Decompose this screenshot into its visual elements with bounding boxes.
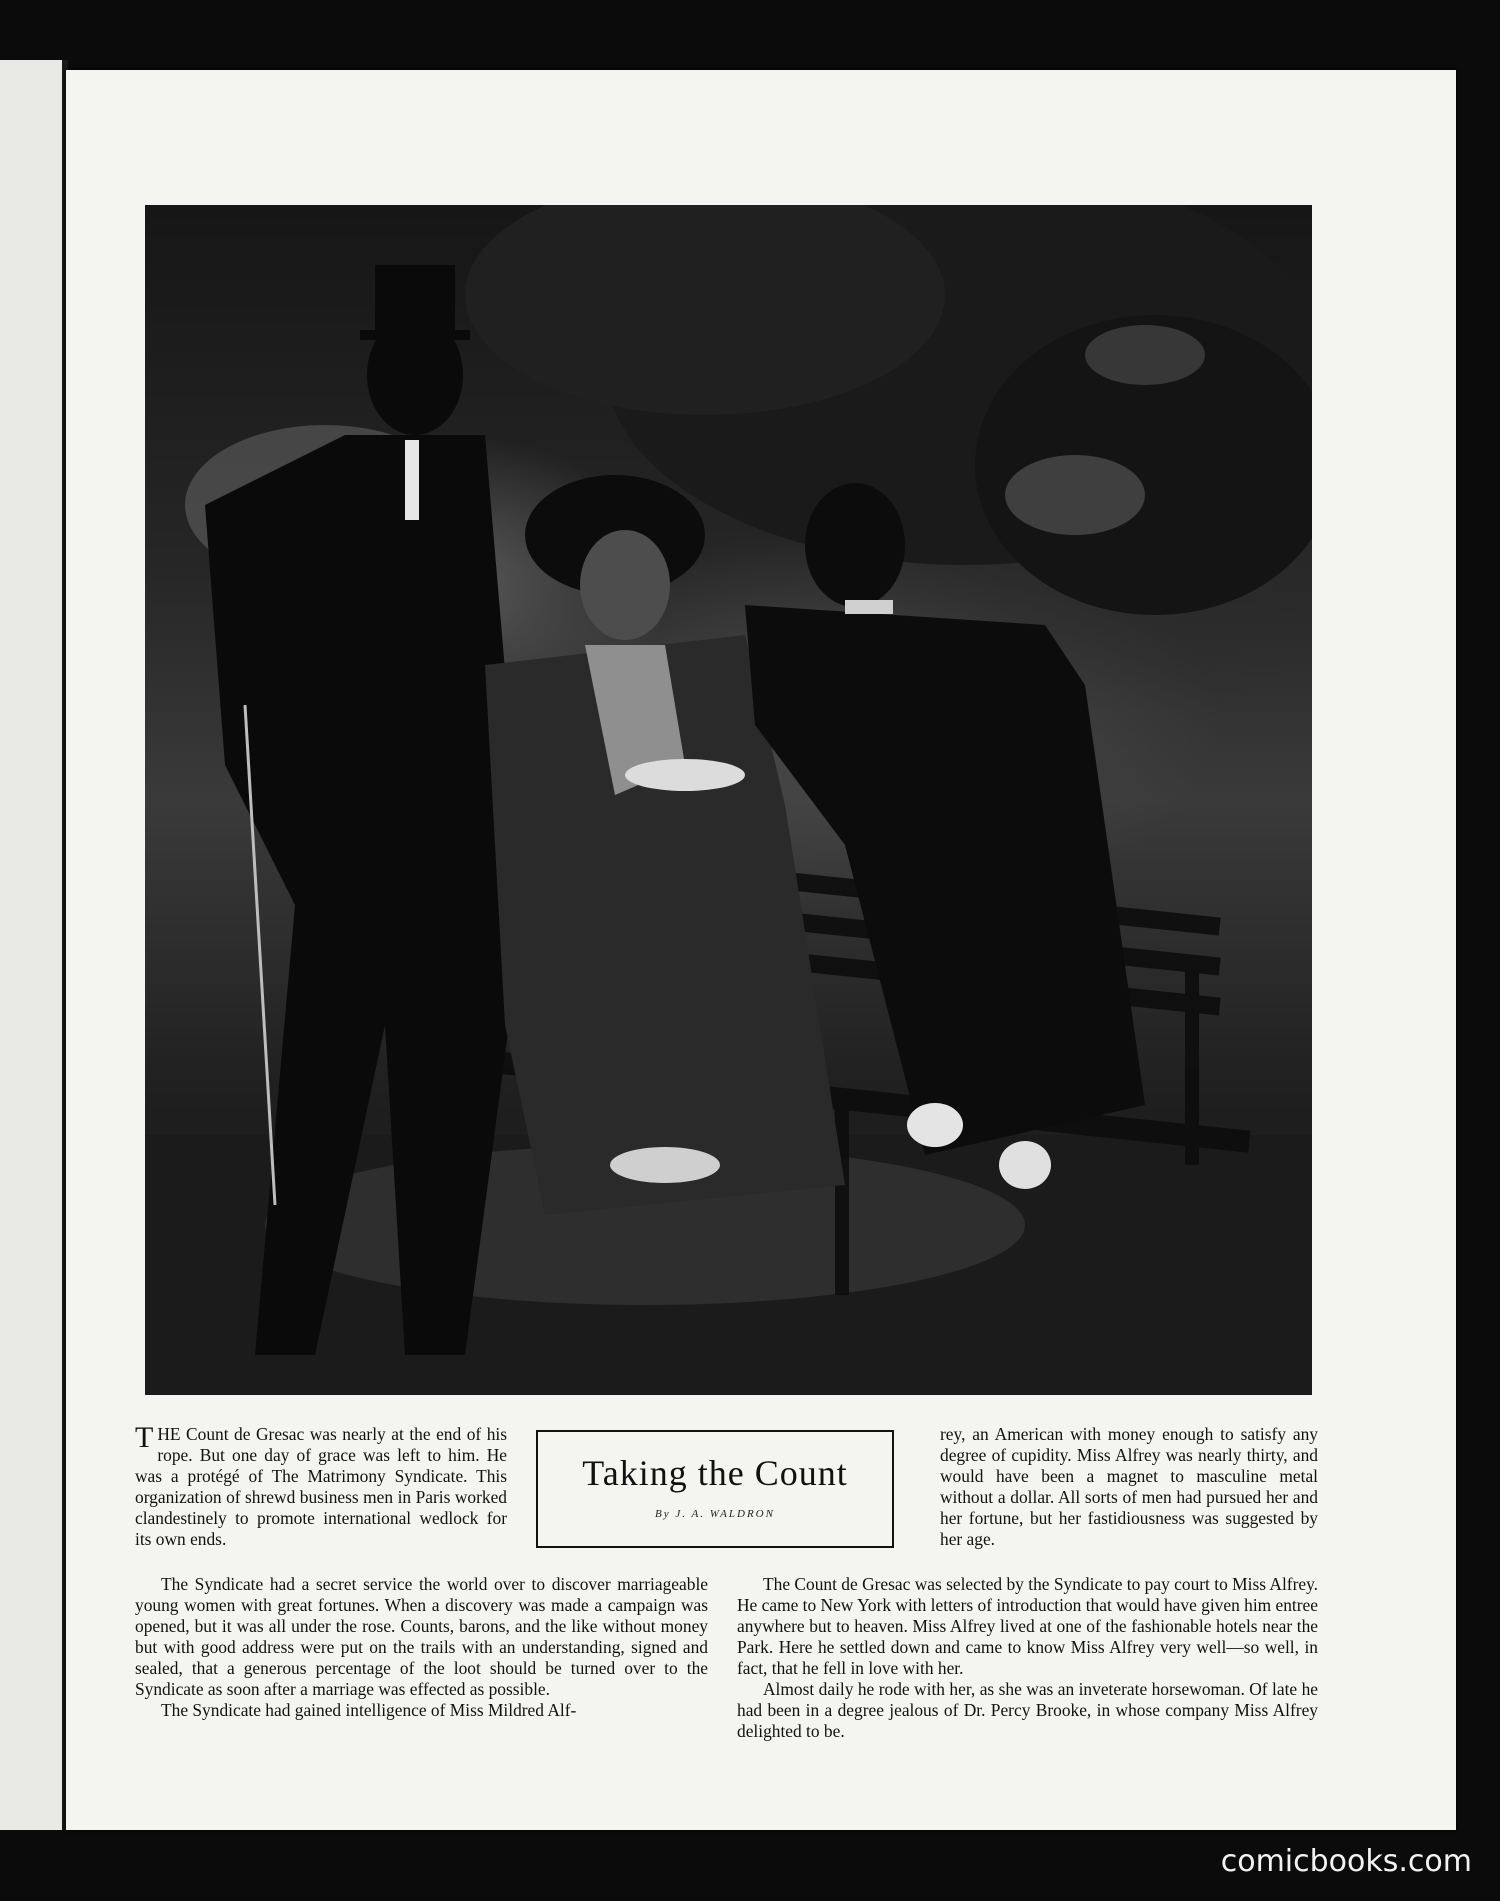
story-illustration [145, 205, 1312, 1395]
watermark-text: comicbooks.com [1220, 1844, 1472, 1879]
column-2-top [940, 1424, 1318, 1550]
column-1-top [135, 1421, 507, 1550]
story-title: Taking the Count [582, 1453, 848, 1493]
adjacent-page-edge [0, 60, 68, 1830]
title-box [536, 1430, 894, 1548]
paragraph-daily-rides: Almost daily he rode with her, as she was an inveterate horsewoman. Of late he had been in a degree jealous of Dr. Percy Brooke, in whose company Miss Alfrey delighted to be. [737, 1679, 1318, 1741]
column-2-continuation: rey, an American with money enough to satisfy any degree of cupidity. Miss Alfrey was nearly thirty, and would have been a magnet to masculine metal without a dollar. All sorts of men had pursued her and her fortune, but her fastidiousness was suggested by her age. [940, 1424, 1318, 1549]
paragraph-syndicate-service: The Syndicate had a secret service the world over to discover marriageable young women with great fortunes. When a discovery was made a campaign was opened, but it was all under the rose. Counts, barons, and the like without money but with good address were put on the trails with an understanding, signed and sealed, that a generous percentage of the loot should be turned over to the Syndicate as soon after a marriage was effected as possible. [135, 1574, 708, 1699]
column-1-bottom [135, 1574, 708, 1721]
story-byline: By J. A. WALDRON [655, 1508, 775, 1520]
paragraph-count-selected: The Count de Gresac was selected by the Syndicate to pay court to Miss Alfrey. He came to New York with letters of introduction that would have given him entree anywhere but to heaven. Miss Alfrey lived at one of the fashionable hotels near the Park. Here he settled down and came to know Miss Alfrey very well—so well, in fact, that he fell in love with her. [737, 1574, 1318, 1678]
opening-paragraph [135, 1421, 507, 1550]
opening-paragraph-text: HE Count de Gresac was nearly at the end of his rope. But one day of grace was left to him. He was a protégé of The Matrimony Syndicate. This organization of shrewd business men in Paris worked clandestinely to promote international wedlock for its own ends. [135, 1424, 507, 1549]
illustration-drawing [145, 205, 1312, 1395]
drop-cap: T [135, 1421, 154, 1454]
paragraph-syndicate-intelligence: The Syndicate had gained intelligence of Miss Mildred Alf- [161, 1700, 577, 1720]
column-2-bottom [737, 1574, 1318, 1742]
